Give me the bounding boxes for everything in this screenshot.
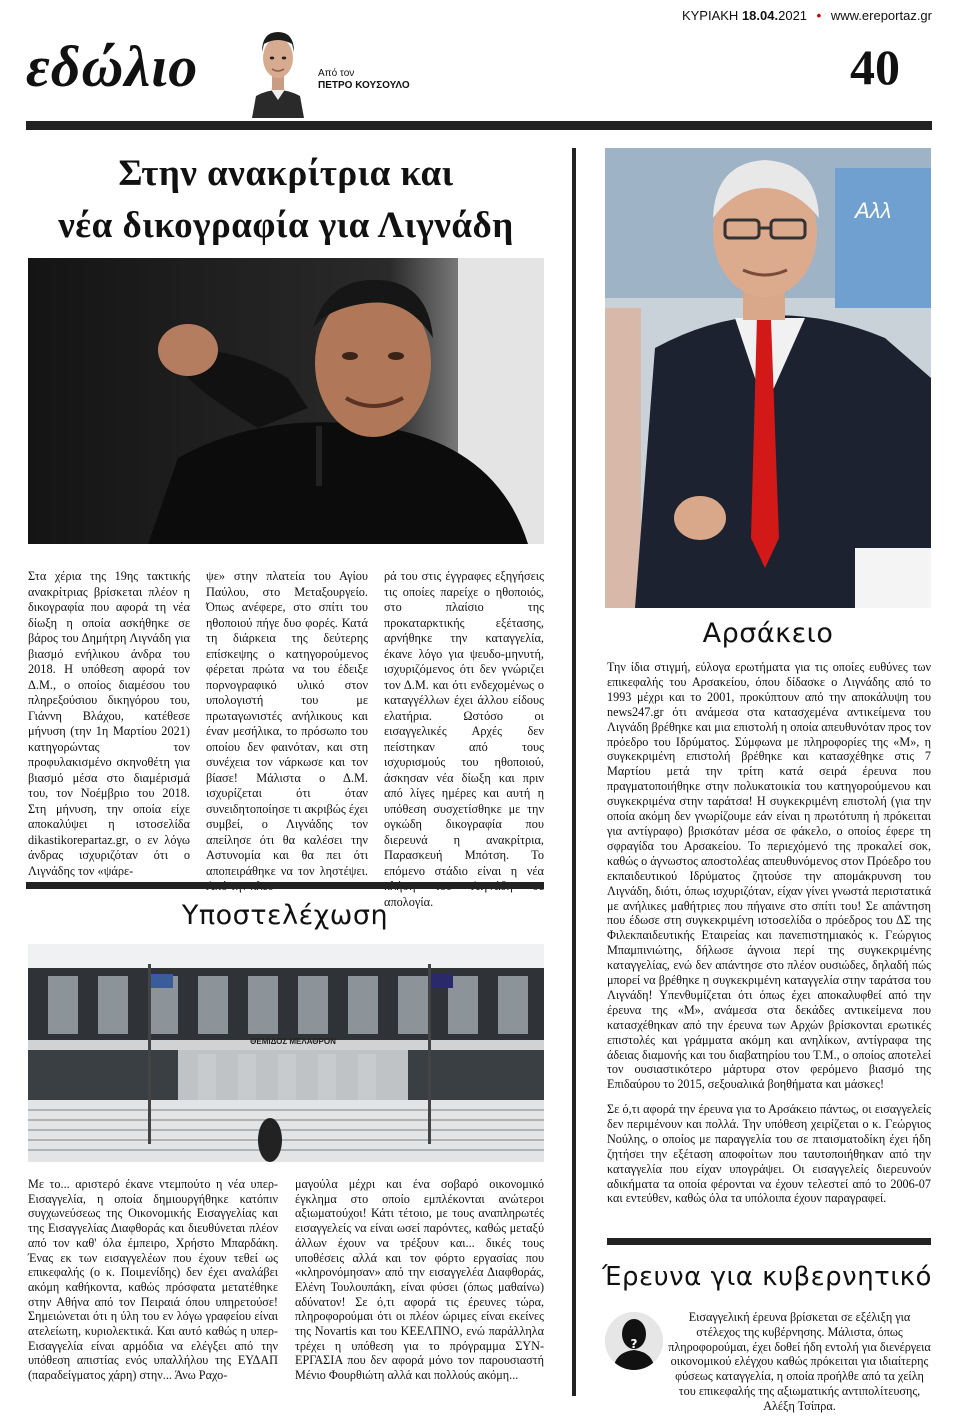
byline-from: Από τον — [318, 68, 355, 79]
issue-dateline — [560, 8, 932, 23]
erevna-rule — [607, 1238, 931, 1245]
anonymous-silhouette-icon — [605, 1312, 663, 1370]
court-building-photo — [28, 944, 544, 1162]
separator-dot-icon: • — [816, 8, 822, 23]
ypostelexosi-title: Υποστελέχωση — [181, 900, 389, 931]
ypostelexosi-rule — [26, 882, 544, 889]
website-link[interactable]: www.ereportaz.gr — [830, 8, 932, 23]
issue-date: 18.04. — [741, 8, 779, 23]
erevna-title: Έρευνα για κυβερνητικό — [602, 1262, 932, 1292]
issue-year: 2021 — [778, 8, 808, 23]
main-article-column-1: Στα χέρια της 19ης τακτικής ανακρίτριας βρίσκεται πλέον η δικογραφία που αφορά τη νέα δίωξη η οποία ασκήθηκε σε βάρος του Δημήτρη Λιγνάδη για βιασμό ενήλικου άνδρα του 2018. Η υπόθεση αφορά τον Δ.Μ., ο οποίος διαμέσου του πληρεξούσιου δικηγόρου του, Γιάννη Βλάχου, κατέθεσε μήνυση (την 1η Μαρτίου 2021) κατηγορώντας τον προφυλακισμένο σκηνοθέτη για βιασμό μέσα στο διαμέρισμά του, τον Νοέμβριο του 2018. Στη μήνυση, την οποία είχε αποκαλύψει η ιστοσελίδα dikastikorepartaz.gr, ο εν λόγω άνδρας ισχυριζόταν ότι ο Λιγνάδης τον «ψάρε- — [28, 569, 190, 878]
ypostelexosi-column-2: μαγούλα μέχρι και ένα σοβαρό οικονομικό έγκλημα στο οποίο εμπλέκονται ανώτεροι αξιωματούχοι! Κάτι τέτοιο, με τους αναπληρωτές εισαγγελείς να είναι ωσεί παρόντες, καθώς μεταξύ άλλων έχουν να τρέξουν και... δικές τους υποθέσεις αλλά και τον φόρτο εργασίας που «κληρονόμησαν» από την εισαγγελέα Διαφθοράς, Ελένη Τουλουπάκη, είναι φύσει (όπως μαθαίνω) αδύνατον! Σε ό,τι αφορά τις έρευνες τώρα, πληροφορούμαι ότι οι πλέον ώριμες είναι εκείνες της Novartis και του ΚΕΕΛΠΝΟ, ενώ παράλληλα τρέχει η υπόθεση για το πρόγραμμα ΣΥΝ-ΕΡΓΑΣΙΑ που δεν αφορά μόνο τον παρουσιαστή Μένιο Φουρθιώτη αλλά και πολλούς ακόμη... — [295, 1177, 544, 1383]
arsakeio-text-2: Σε ό,τι αφορά την έρευνα για το Αρσάκειο πάντως, οι εισαγγελείς δεν περιμένουν και πολλά. Την υπόθεση χειρίζεται ο κ. Γεώργιος Νούλης, ο οποίος με παραγγελία του σε πταισματοδίκη έχει ήδη ζητήσει την εξέταση αποφοίτων που ταυτοποιήθηκαν από την καταγγελία που είχαν υπογράψει. Οι εισαγγελείς διερευνούν αδικήματα τα οποία φέρονται να έχουν τελεστεί από το 2006-07 και εντεύθεν, καθώς όλα τα υπόλοιπα έχουν παραγραφεί. — [607, 1102, 931, 1206]
building-sign-text: ΘΕΜΙΔΟΣ ΜΕΛΑΘΡΟΝ — [250, 1037, 336, 1046]
byline-author: ΠΕΤΡΟ ΚΟΥΣΟΥΛΟ — [318, 80, 410, 91]
svg-text:?: ? — [630, 1337, 638, 1351]
arsakeio-title: Αρσάκειο — [702, 618, 834, 649]
ypostelexosi-column-1: Με το... αριστερό έκανε ντεμπούτο η νέα υπερ-Εισαγγελία, η οποία δημιουργήθηκε κατόπιν συγχωνεύσεως της Οικονομικής Εισαγγελίας και της Εισαγγελίας Διαφθοράς και διευθύνεται πλέον από τον καθ' όλα έμπειρο, Χρήστο Μπαρδάκη. Ένας εκ των εισαγγελέων που έχουν τεθεί ως επικεφαλής (ο κ. Ποιμενίδης) δεν έχει αναλάβει ακόμη καθήκοντα, καθώς πρόσφατα μετατέθηκε στην Αθήνα από τον Πειραιά όπου υπηρετούσε! Σημειώνεται ότι η ύλη του εν λόγω γραφείου είναι ατελείωτη, κυριολεκτικά. Και αυτό καθώς η υπερ-Εισαγγελία είναι αρμόδια να ελέγξει από την υπόθεση απιστίας ενός υπαλλήλου της ΕΥΔΑΠ (παραδείγματος χάρη) στην... Άνω Ραχο- — [28, 1177, 278, 1383]
issue-day: ΚΥΡΙΑΚΗ — [681, 8, 739, 23]
main-article-column-3: ρά του στις έγγραφες εξηγήσεις τις οποίες παρείχε ο ηθοποιός, στο πλαίσιο της προκαταρκτικής εξέτασης, αρνήθηκε την καταγγελία, έκανε λόγο για ψευδο-μηνυτή, ισχυριζόμενος ότι δεν γνώριζει τον Δ.Μ. και ότι ενδεχομένως ο καταγγέλλων έχει άλλου είδους ελατήρια. Ωστόσο οι εισαγγελικές Αρχές δεν πείστηκαν από τους ισχυρισμούς του ηθοποιού, άσκησαν νέα δίωξη και πριν από λίγες ημέρες και αυτή η υπόθεση συσχετίσθηκε με την ογκώδη δικογραφία που διερευνά η ανακρίτρια, Παρασκευή Μπότση. Το επόμενο στάδιο είναι η νέα απολογία. — [384, 569, 544, 909]
arsakeio-photo — [605, 148, 931, 608]
main-article-column-2: ψε» στην πλατεία του Αγίου Παύλου, στο Μεταξουργείο. Όπως ανέφερε, στο σπίτι του ηθοποιού πήγε δυο φορές. Κατά τη διάρκεια της δεύτερης επίσκεψης ο κατηγορούμενος φέρεται πρώτα να του έδειξε πορνογραφικό υλικό στον υπολογιστή του με πρωταγωνιστές ανήλικους και έναν μεσήλικα, το πρόσωπο του οποίου δεν φαινόταν, και στη συνέχεια τον νάρκωσε και τον βίασε! Μάλιστα ο Δ.Μ. ισχυρίζεται ότι όταν συνειδητοποίησε τι ακριβώς έχει συμβεί, ο Λιγνάδης τον απείλησε ότι θα καλέσει την Αστυνομία και θα πει ότι αποπειράθηκε να τον ληστέψει. — [206, 569, 368, 878]
column-divider — [572, 148, 576, 1396]
main-article-photo — [28, 258, 544, 544]
column-title: εδώλιο — [26, 34, 199, 99]
arsakeio-text: Την ίδια στιγμή, εύλογα ερωτήματα για τις οποίες ευθύνες των επικεφαλής του Αρσακείου, όπου δίδασκε ο Λιγνάδης από το 1993 μέχρι και το 2001, προκύπτουν από την αποκάλυψη του news247.gr ότι ανάμεσα στα κατασχεμένα αντικείμενα του Λιγνάδη βρέθηκε και μια επιστολή η οποία απευθυνόταν προς τον πρόεδρο του Ιδρύματος. Σύμφωνα με πληροφορίες της «Μ», η συγκεκριμένη επιστολή βρέθηκε και κατασχέθηκε στις 7 Μαρτίου μετά την τρίτη κατά σειρά έρευνα που πραγματοποιήθηκε στην πολυκατοικία του κατηγορούμενου και συγκεκριμένα στην ταράτσα! Η συγκεκριμένη επιστολή (για την οποία ακόμη δεν γνωρίζουμε εάν είναι η πρωτότυπη ή πρόκειται για αντίγραφο) βρισκόταν μέσα σε φάκελο, ο οποίος έφερε τη σφραγίδα του Αρσακείου. Το περιεχόμενό της προκαλεί σοκ, καθώς ο άγνωστος αποστολέας απευθυνόμενος στον Πρόεδρο του εκπαιδευτικού Ιδρύματος ζητούσε την απομάκρυνση του Λιγνάδη, διότι, όπως ισχυριζόταν, είχαν γίνει γνωστά περιστατικά με ανήλικες μαθήτριες που πήγαινε στο σπίτι του! Σε απάντηση που έδωσε στη συγκεκριμένη ιστοσελίδα ο πρόεδρος του ΔΣ της Φιλεκπαιδευτικής Εταιρείας και πανεπιστημιακός κ. Γεώργιος Μπαμπινιώτης, δήλωσε άγνοια περί της συγκεκριμένης καταγγελίας, ενώ δεν απάντησε στο πλέον ουσιώδες, δηλαδή πώς μπορεί να βρέθηκε η συγκεκριμένη καταγγελία στην ταράτσα του Λιγνάδη! Υπενθυμίζεται ότι όπως έχει αποκαλυφθεί από την έρευνα της «Μ», ανάμεσα στα δεκάδες αντικείμενα που κατασχέθηκαν από την έρευνα των Αρχών βρίσκονται ερωτικές επιστολές και γράμματα ακόμη και ανηλίκων, αντίγραφα της άδειας διαμονής και του διαβατηρίου του Τ.Μ., ο οποίος αποτελεί τον ουσιαστικότερο μάρτυρα στον φερόμενο βιασμό της Επιδαύρου το 2015, σεξουαλικά βοηθήματα και μάσκες! — [607, 660, 932, 1092]
main-headline — [26, 148, 546, 252]
header-rule — [26, 121, 932, 130]
byline — [318, 68, 410, 92]
svg-text:Αλλ: Αλλ — [855, 198, 892, 223]
headline-line-2: νέα δικογραφία για Λιγνάδη — [58, 205, 514, 246]
erevna-text: Εισαγγελική έρευνα βρίσκεται σε εξέλιξη για στέλεχος της κυβέρνησης. Μάλιστα, όπως πληροφορούμαι, έχει δοθεί ήδη εντολή για διενέργεια οικονομικού ελέγχου καθώς πρόκειται για ιδιαίτερης φύσεως καταγγελία, η οποία προήλθε από τα χείλη του επικεφαλής της αξιωματικής αντιπολίτευσης, Αλέξη Τσίπρα. — [668, 1310, 931, 1413]
page-number: 40 — [850, 39, 900, 95]
author-photo — [248, 22, 308, 118]
headline-line-1: Στην ανακρίτρια και — [118, 153, 454, 194]
